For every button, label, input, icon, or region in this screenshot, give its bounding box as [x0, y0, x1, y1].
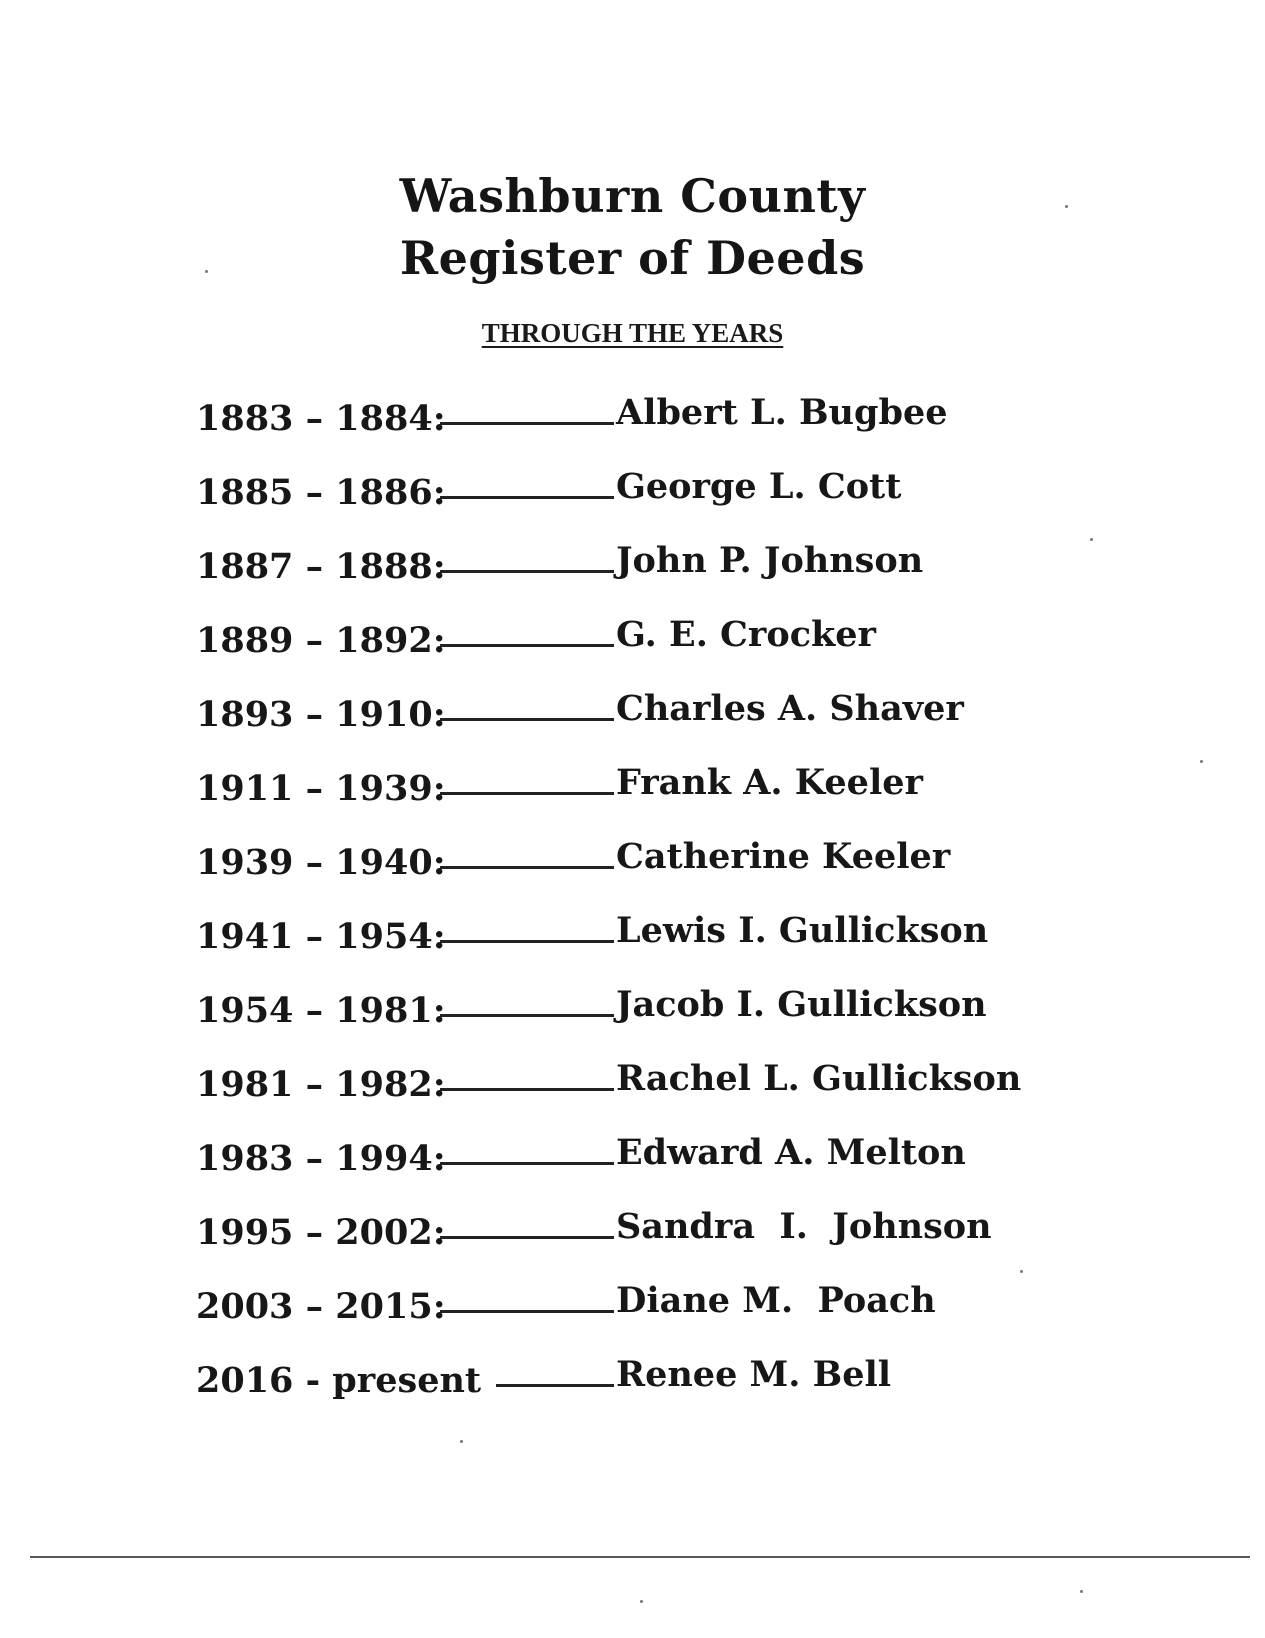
register-entry	[196, 540, 1096, 620]
entry-years: 1981 – 1982:	[196, 1064, 446, 1105]
leader-line	[440, 1014, 614, 1017]
scan-speck	[640, 1600, 643, 1603]
leader-line	[440, 570, 614, 573]
entry-name: G. E. Crocker	[616, 614, 876, 655]
leader-line	[440, 422, 614, 425]
register-list	[196, 392, 1096, 1434]
scan-speck	[1080, 1590, 1083, 1593]
entry-name: Diane M. Poach	[616, 1280, 936, 1321]
entry-name: Sandra I. Johnson	[616, 1206, 992, 1247]
register-entry	[196, 688, 1096, 768]
bottom-rule	[30, 1556, 1250, 1558]
register-entry	[196, 1280, 1096, 1360]
entry-name: George L. Cott	[616, 466, 902, 507]
entry-years: 2003 – 2015:	[196, 1286, 446, 1327]
entry-years: 1893 – 1910:	[196, 694, 446, 735]
entry-years: 1941 – 1954:	[196, 916, 446, 957]
entry-years: 2016 - present	[196, 1360, 482, 1401]
entry-name: Albert L. Bugbee	[616, 392, 948, 433]
entry-years: 1883 – 1884:	[196, 398, 446, 439]
entry-years: 1911 – 1939:	[196, 768, 446, 809]
entry-years: 1939 – 1940:	[196, 842, 446, 883]
register-entry	[196, 984, 1096, 1064]
leader-line	[440, 792, 614, 795]
entry-years: 1995 – 2002:	[196, 1212, 446, 1253]
leader-line	[440, 1088, 614, 1091]
leader-line	[440, 644, 614, 647]
entry-name: Edward A. Melton	[616, 1132, 966, 1173]
leader-line	[440, 496, 614, 499]
document-title-second-line: Register of Deeds	[399, 231, 866, 285]
entry-years: 1954 – 1981:	[196, 990, 446, 1031]
subtitle-text: THROUGH THE YEARS	[481, 318, 784, 348]
scan-speck	[460, 1440, 463, 1443]
register-entry	[196, 1354, 1096, 1434]
entry-name: Lewis I. Gullickson	[616, 910, 989, 951]
leader-line	[440, 1310, 614, 1313]
entry-years: 1889 – 1892:	[196, 620, 446, 661]
entry-name: Catherine Keeler	[616, 836, 951, 877]
entry-name: Renee M. Bell	[616, 1354, 892, 1395]
register-entry	[196, 1206, 1096, 1286]
leader-line	[440, 1162, 614, 1165]
document-title: Washburn County	[399, 169, 866, 223]
entry-name: Rachel L. Gullickson	[616, 1058, 1022, 1099]
leader-line	[496, 1384, 614, 1387]
register-entry	[196, 1132, 1096, 1212]
scan-speck	[1065, 205, 1068, 208]
entry-years: 1885 – 1886:	[196, 472, 446, 513]
entry-years: 1983 – 1994:	[196, 1138, 446, 1179]
leader-line	[440, 1236, 614, 1239]
register-entry	[196, 392, 1096, 472]
entry-name: Charles A. Shaver	[616, 688, 964, 729]
scan-speck	[1200, 760, 1203, 763]
register-entry	[196, 614, 1096, 694]
register-entry	[196, 1058, 1096, 1138]
register-entry	[196, 466, 1096, 546]
leader-line	[440, 866, 614, 869]
leader-line	[440, 940, 614, 943]
scan-speck	[1020, 1270, 1023, 1273]
register-entry	[196, 836, 1096, 916]
scan-speck	[1090, 538, 1093, 541]
register-entry	[196, 762, 1096, 842]
entry-years: 1887 – 1888:	[196, 546, 446, 587]
scan-speck	[205, 270, 208, 273]
leader-line	[440, 718, 614, 721]
register-entry	[196, 910, 1096, 990]
document-subtitle	[0, 318, 1265, 349]
entry-name: Frank A. Keeler	[616, 762, 923, 803]
entry-name: Jacob I. Gullickson	[616, 984, 987, 1025]
entry-name: John P. Johnson	[616, 540, 924, 581]
